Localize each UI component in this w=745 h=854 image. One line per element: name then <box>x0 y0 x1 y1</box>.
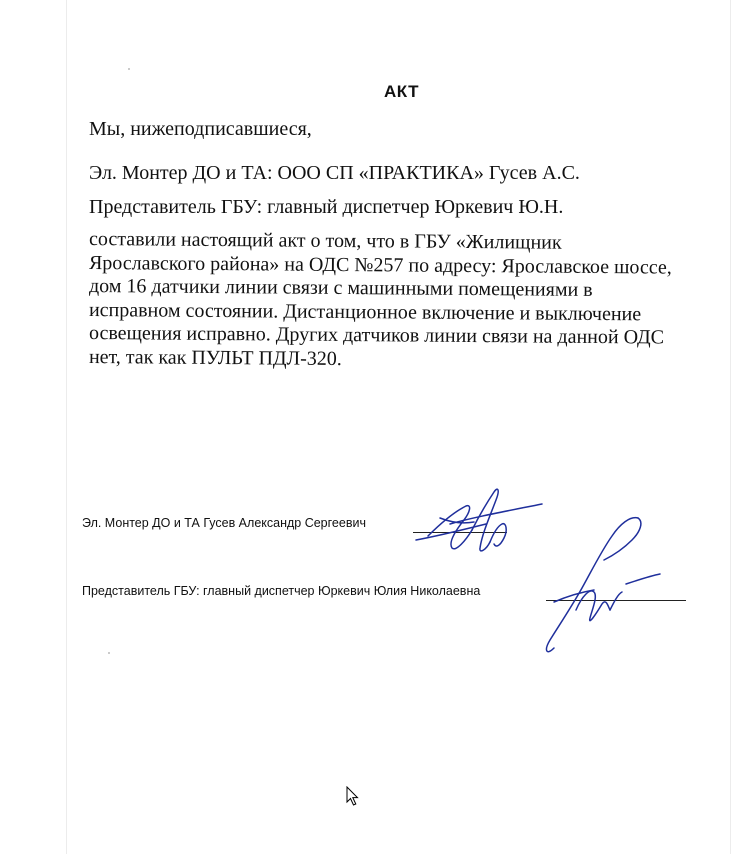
scan-speck <box>108 652 110 654</box>
scan-edge-left <box>66 0 67 854</box>
greeting-line: Мы, нижеподписавшиеся, <box>89 118 312 140</box>
body-line: исправном состоянии. Дистанционное включение и выключение <box>88 298 642 325</box>
document-title: АКТ <box>384 82 419 101</box>
body-line: Ярославского района» на ОДС №257 по адресу: Ярославское шоссе, <box>88 251 672 279</box>
representative-line: Представитель ГБУ: главный диспетчер Юркевич Ю.Н. <box>89 196 564 218</box>
body-line: нет, так как ПУЛЬТ ПДЛ-320. <box>88 345 342 370</box>
act-body-paragraph <box>89 228 719 369</box>
body-line: дом 16 датчики линии связи с машинными помещениями в <box>88 275 593 301</box>
representative-signature-label: Представитель ГБУ: главный диспетчер Юркевич Юлия Николаевна <box>82 584 481 598</box>
scan-edge-right <box>730 0 731 854</box>
body-line: освещения исправно. Других датчиков линии связи на данной ОДС <box>88 322 665 349</box>
scan-speck <box>128 68 130 70</box>
representative-handwritten-signature <box>520 510 670 660</box>
monter-line: Эл. Монтер ДО и ТА: ООО СП «ПРАКТИКА» Гусев А.С. <box>89 162 580 184</box>
body-line: составили настоящий акт о том, что в ГБУ «Жилищник <box>88 228 562 254</box>
mouse-pointer-icon <box>346 786 360 811</box>
monter-signature-label: Эл. Монтер ДО и ТА Гусев Александр Сергеевич <box>82 516 366 530</box>
